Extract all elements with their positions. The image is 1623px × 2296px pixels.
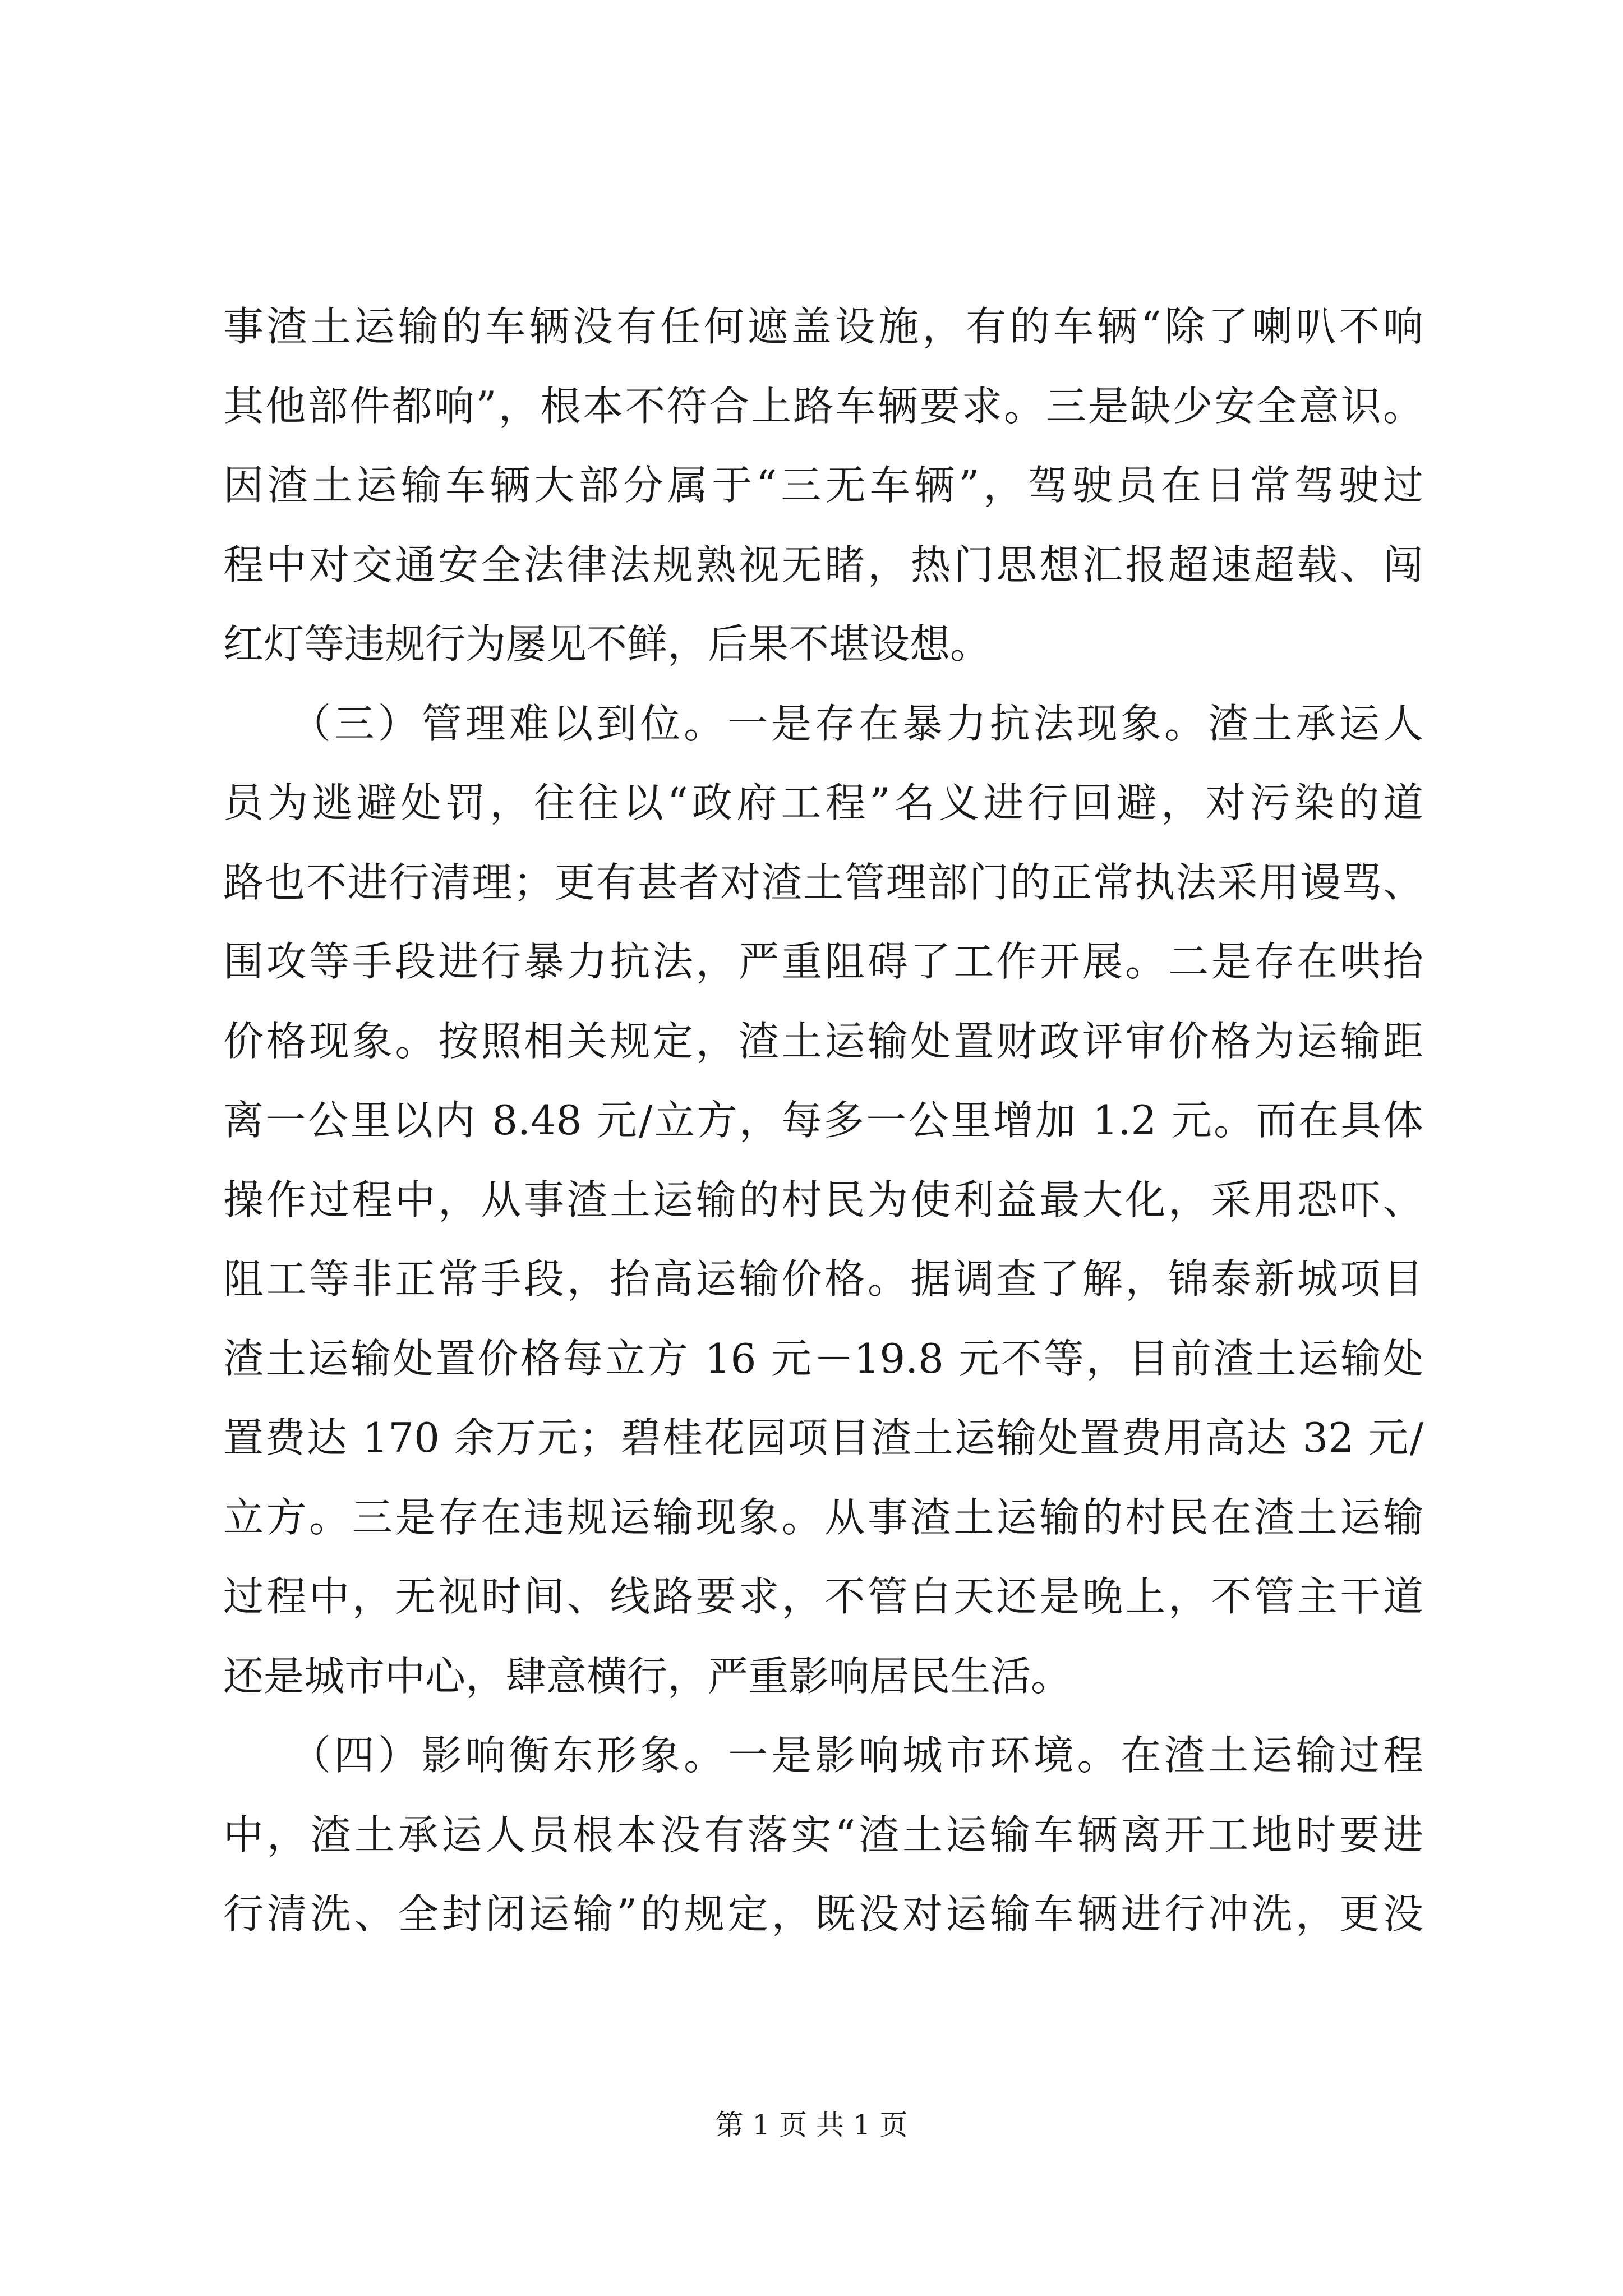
- text-line: 因渣土运输车辆大部分属于“三无车辆”，驾驶员在日常驾驶过: [223, 462, 1423, 509]
- text-line: （四）影响衡东形象。一是影响城市环境。在渣土运输过程: [223, 1732, 1423, 1779]
- text-line: 阻工等非正常手段，抬高运输价格。据调查了解，锦泰新城项目: [223, 1255, 1423, 1303]
- page-footer: [0, 2102, 1623, 2143]
- text-line: 立方。三是存在违规运输现象。从事渣土运输的村民在渣土运输: [223, 1493, 1423, 1541]
- text-line: 中，渣土承运人员根本没有落实“渣土运输车辆离开工地时要进: [223, 1811, 1423, 1858]
- text-line: 操作过程中，从事渣土运输的村民为使利益最大化，采用恐吓、: [223, 1176, 1423, 1223]
- body-text: [223, 287, 1423, 1954]
- page-number-label: 第 1 页 共 1 页: [715, 2109, 908, 2141]
- text-line: （三）管理难以到位。一是存在暴力抗法现象。渣土承运人: [223, 700, 1423, 747]
- text-line: 路也不进行清理；更有甚者对渣土管理部门的正常执法采用谩骂、: [223, 858, 1423, 906]
- text-line: 其他部件都响”，根本不符合上路车辆要求。三是缺少安全意识。: [223, 382, 1423, 430]
- text-line: 行清洗、全封闭运输”的规定，既没对运输车辆进行冲洗，更没: [223, 1890, 1423, 1938]
- text-line: 置费达 170 余万元；碧桂花园项目渣土运输处置费用高达 32 元/: [223, 1414, 1423, 1461]
- text-line: 离一公里以内 8.48 元/立方，每多一公里增加 1.2 元。而在具体: [223, 1097, 1423, 1144]
- text-line: 过程中，无视时间、线路要求，不管白天还是晚上，不管主干道: [223, 1573, 1423, 1620]
- text-line: 员为逃避处罚，往往以“政府工程”名义进行回避，对污染的道: [223, 779, 1423, 826]
- text-line: 围攻等手段进行暴力抗法，严重阻碍了工作开展。二是存在哄抬: [223, 938, 1423, 985]
- text-line: 程中对交通安全法律法规熟视无睹，热门思想汇报超速超载、闯: [223, 541, 1423, 588]
- text-line: 渣土运输处置价格每立方 16 元－19.8 元不等，目前渣土运输处: [223, 1335, 1423, 1382]
- text-line: 事渣土运输的车辆没有任何遮盖设施，有的车辆“除了喇叭不响: [223, 303, 1423, 350]
- text-line: 价格现象。按照相关规定，渣土运输处置财政评审价格为运输距: [223, 1017, 1423, 1065]
- text-line: 还是城市中心，肆意横行，严重影响居民生活。: [223, 1652, 1072, 1700]
- text-line: 红灯等违规行为屡见不鲜，后果不堪设想。: [223, 620, 991, 668]
